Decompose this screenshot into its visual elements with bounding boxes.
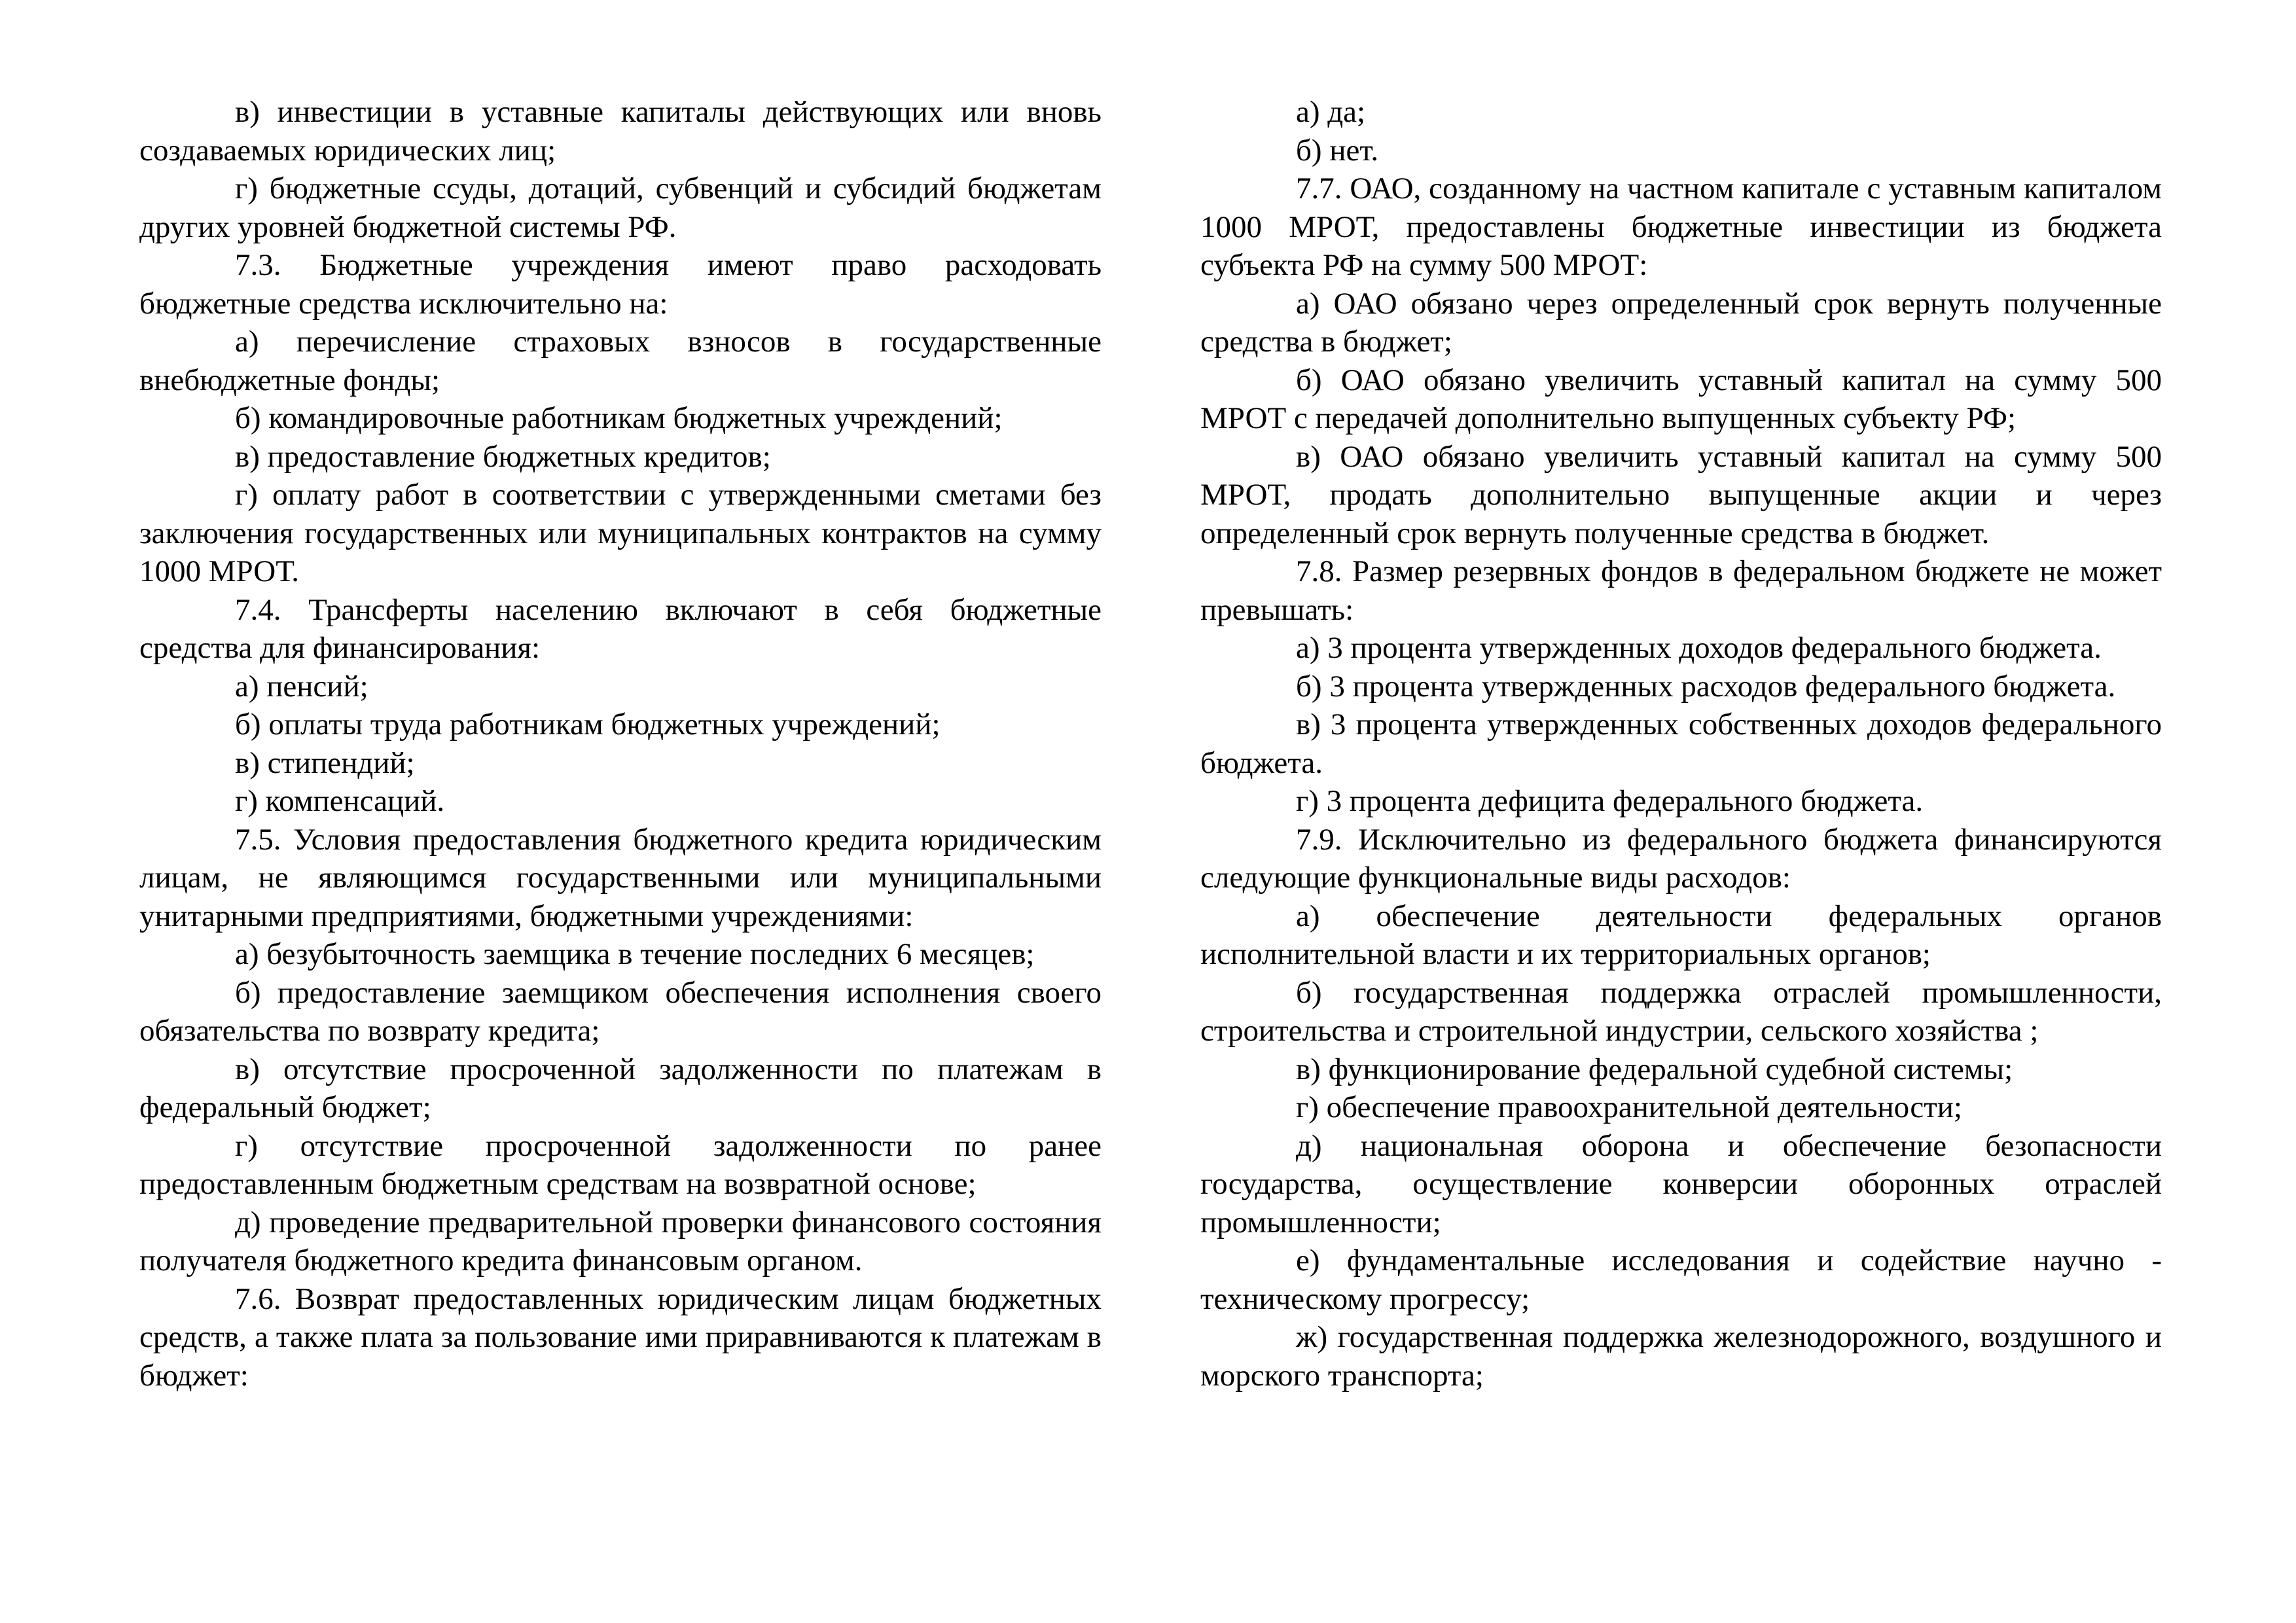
answer-option: а) безубыточность заемщика в течение последних 6 месяцев;	[235, 937, 1035, 971]
answer-option: г) отсутствие просроченной задолженности по ранее предоставленным бюджетным средствам на возвратной основе;	[139, 1128, 1102, 1201]
answer-option: е) фундаментальные исследования и содействие научно - техническому прогрессу;	[1200, 1243, 2162, 1316]
answer-option: в) стипендий;	[235, 745, 415, 780]
question-7-9: 7.9. Исключительно из федерального бюджета финансируются следующие функциональные виды расходов:	[1200, 822, 2162, 895]
answer-option: в) 3 процента утвержденных собственных доходов федерального бюджета.	[1200, 707, 2162, 780]
answer-option: а) пенсий;	[235, 669, 368, 704]
answer-option: б) государственная поддержка отраслей промышленности, строительства и строительной индустрии, сельского хозяйства ;	[1200, 975, 2162, 1048]
answer-option: б) нет.	[1296, 133, 1379, 168]
left-column	[139, 93, 1102, 1395]
answer-option: д) проведение предварительной проверки финансового состояния получателя бюджетного кредита финансовым органом.	[139, 1205, 1102, 1277]
answer-option: а) обеспечение деятельности федеральных органов исполнительной власти и их территориальных органов;	[1200, 899, 2162, 971]
question-7-4: 7.4. Трансферты населению включают в себя бюджетные средства для финансирования:	[139, 592, 1102, 665]
answer-option: в) ОАО обязано увеличить уставный капитал на сумму 500 МРОТ, продать дополнительно выпущенные акции и через определенный срок вернуть полученные средства в бюджет.	[1200, 439, 2162, 550]
answer-option: б) оплаты труда работникам бюджетных учреждений;	[235, 707, 941, 741]
answer-option: в) функционирование федеральной судебной системы;	[1296, 1052, 2013, 1086]
question-7-7: 7.7. ОАО, созданному на частном капитале с уставным капиталом 1000 МРОТ, предоставлены бюджетные инвестиции из бюджета субъекта РФ на сумму 500 МРОТ:	[1200, 171, 2162, 282]
question-7-3: 7.3. Бюджетные учреждения имеют право расходовать бюджетные средства исключительно на:	[139, 248, 1102, 321]
question-7-5: 7.5. Условия предоставления бюджетного кредита юридическим лицам, не являющимся государственными или муниципальными унитарными предприятиями, бюджетными учреждениями:	[139, 822, 1102, 933]
answer-option: д) национальная оборона и обеспечение безопасности государства, осуществление конверсии оборонных отраслей промышленности;	[1200, 1128, 2162, 1240]
answer-option: б) ОАО обязано увеличить уставный капитал на сумму 500 МРОТ с передачей дополнительно выпущенных субъекту РФ;	[1200, 363, 2162, 435]
question-7-8: 7.8. Размер резервных фондов в федеральном бюджете не может превышать:	[1200, 554, 2162, 627]
answer-option: г) компенсаций.	[235, 784, 445, 818]
question-7-6: 7.6. Возврат предоставленных юридическим лицам бюджетных средств, а также плата за пользование ими приравниваются к платежам в бюджет:	[139, 1281, 1102, 1393]
answer-option: ж) государственная поддержка железнодорожного, воздушного и морского транспорта;	[1200, 1320, 2162, 1393]
paragraph: г) бюджетные ссуды, дотаций, субвенций и субсидий бюджетам других уровней бюджетной системы РФ.	[139, 171, 1102, 244]
answer-option: а) перечисление страховых взносов в государственные внебюджетные фонды;	[139, 325, 1102, 397]
answer-option: б) командировочные работникам бюджетных учреждений;	[235, 401, 1003, 435]
answer-option: б) 3 процента утвержденных расходов федерального бюджета.	[1296, 669, 2116, 704]
answer-option: г) оплату работ в соответствии с утвержденными сметами без заключения государственных или муниципальных контрактов на сумму 1000 МРОТ.	[139, 478, 1102, 588]
answer-option: г) обеспечение правоохранительной деятельности;	[1296, 1090, 1962, 1124]
answer-option: а) да;	[1296, 95, 1366, 129]
answer-option: г) 3 процента дефицита федерального бюджета.	[1296, 784, 1924, 818]
answer-option: в) предоставление бюджетных кредитов;	[235, 439, 771, 474]
answer-option: в) отсутствие просроченной задолженности по платежам в федеральный бюджет;	[139, 1052, 1102, 1124]
answer-option: а) 3 процента утвержденных доходов федерального бюджета.	[1296, 631, 2102, 665]
answer-option: б) предоставление заемщиком обеспечения исполнения своего обязательства по возврату кредита;	[139, 975, 1102, 1048]
paragraph: в) инвестиции в уставные капиталы действующих или вновь создаваемых юридических лиц;	[139, 95, 1102, 168]
answer-option: а) ОАО обязано через определенный срок вернуть полученные средства в бюджет;	[1200, 286, 2162, 359]
right-column	[1200, 93, 2162, 1395]
